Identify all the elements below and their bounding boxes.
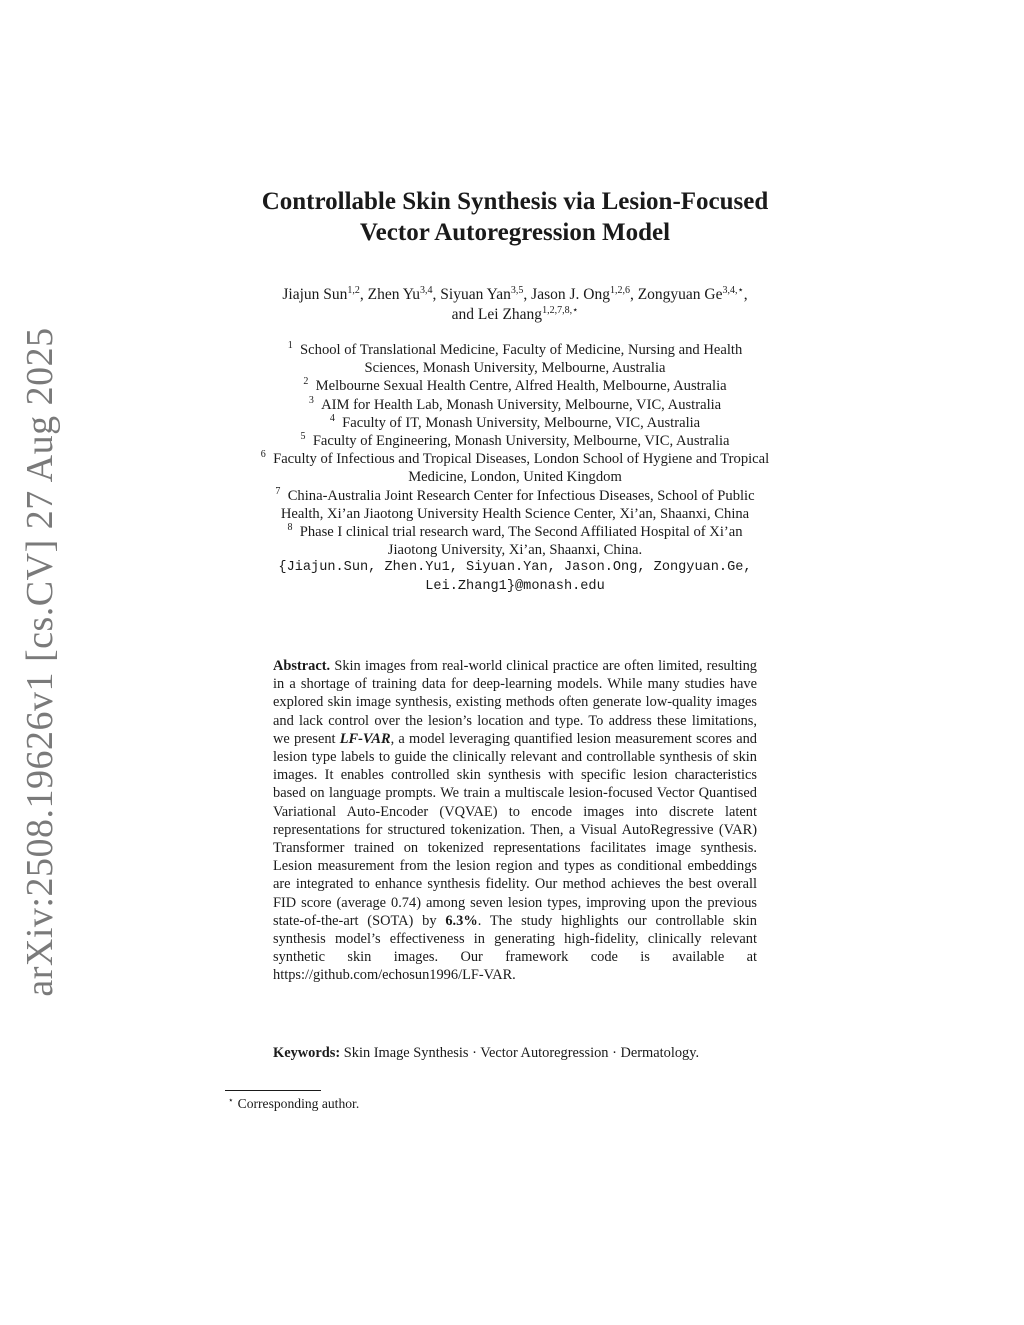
author-name: and Lei Zhang [451,306,543,323]
author-name: Jason J. Ong [531,286,610,303]
model-name: LF-VAR [339,730,391,747]
footnote-rule [225,1090,321,1091]
improvement-value: 6.3% [445,912,478,929]
affiliation-4 [160,414,870,432]
affiliation-text: Faculty of Infectious and Tropical Diseases, London School of Hygiene and Tropical [273,451,770,468]
author-affil-mark: 3,4,⋆ [722,285,744,296]
abstract-text-1: Skin images from real-world clinical practice are often limited, resulting in a shortage of training data for deep-learning models. While many studies have explored skin image synthesis, existing methods often generate low-quality images and lack control over the lesion’s location and type. To address these limitations, we present [273,658,757,747]
author-affil-mark: 1,2,7,8,⋆ [542,305,579,316]
author-separator: , [523,286,532,303]
author-name: Siyuan Yan [440,286,511,303]
affiliation-number: 5 [300,431,306,443]
affiliation-text: Phase I clinical trial research ward, The Second Affiliated Hospital of Xi’an [299,524,743,541]
author-line-1 [160,285,870,305]
author-affil-mark: 1,2 [347,285,360,296]
affiliation-text: Faculty of Engineering, Monash University, Melbourne, VIC, Australia [312,433,730,450]
author-name: Jiajun Sun [282,286,348,303]
affiliation-text: School of Translational Medicine, Faculty of Medicine, Nursing and Health [300,342,743,358]
footnote-mark: ⋆ [228,1095,234,1105]
author-line-2 [160,305,870,325]
affiliation-number: 7 [275,485,281,497]
affiliation-8-line-2: Jiaotong University, Xi’an, Shaanxi, China. [387,542,643,559]
author-affil-mark: 1,2,6 [609,285,630,296]
affiliation-7-line-1 [160,487,870,505]
keywords-label: Keywords: [273,1045,341,1061]
author-separator: , [629,286,638,303]
affiliation-text: China-Australia Joint Research Center for Infectious Diseases, School of Public [287,487,755,504]
author-affil-mark: 3,4 [420,285,433,296]
footnote [228,1095,359,1113]
affiliation-text: Melbourne Sexual Health Centre, Alfred Health, Melbourne, Australia [315,378,727,395]
title-line-1: Controllable Skin Synthesis via Lesion-Focused [261,188,769,215]
affiliation-1-line-2: Sciences, Monash University, Melbourne, Australia [364,360,666,377]
affiliation-3 [160,396,870,414]
affiliation-6-line-2: Medicine, London, United Kingdom [408,469,622,486]
author-separator: , [432,286,441,303]
keywords [273,1044,757,1062]
affiliation-number: 6 [260,449,266,461]
affiliation-7-line-2: Health, Xi’an Jiaotong University Health Science Center, Xi’an, Shaanxi, China [280,505,750,522]
affiliation-number: 8 [287,522,293,534]
email-line-1: {Jiajun.Sun, Zhen.Yu1, Siyuan.Yan, Jason.Ong, Zongyuan.Ge, [278,560,752,576]
affiliation-2 [160,377,870,395]
author-name: Zongyuan Ge [637,286,723,303]
title-line-2: Vector Autoregression Model [359,219,671,246]
abstract-label: Abstract. [273,658,331,674]
author-list [160,285,870,325]
affiliation-number: 4 [329,412,335,424]
affiliation-6-line-1 [160,450,870,468]
affiliation-1-line-1 [160,341,870,359]
affiliation-text: Faculty of IT, Monash University, Melbourne, VIC, Australia [342,414,701,431]
arxiv-identifier: arXiv:2508.19626v1 [cs.CV] 27 Aug 2025 [19,327,61,997]
affiliation-number: 3 [308,394,314,406]
author-affil-mark: 3,5 [510,285,524,296]
footnote-text: Corresponding author. [237,1096,360,1111]
author-separator: , [359,286,368,303]
affiliation-5 [160,432,870,450]
keywords-text: Skin Image Synthesis · Vector Autoregression · Dermatology. [340,1045,700,1061]
affiliation-number: 1 [287,340,293,351]
affiliation-list [160,341,870,596]
affiliation-text: AIM for Health Lab, Monash University, Melbourne, VIC, Australia [321,396,722,413]
author-separator: , [743,286,748,303]
email-line-2: Lei.Zhang1}@monash.edu [425,578,605,594]
author-name: Zhen Yu [367,286,421,303]
paper-title [160,186,870,248]
affiliation-number: 2 [303,376,309,388]
abstract-text-3: . The study highlights our controllable skin synthesis model’s effectiveness in generating high-fidelity, clinically relevant synthetic skin images. Our framework code is available at https://github.com/echosun1996/LF-VAR. [273,912,757,984]
abstract-text-2: , a model leveraging quantified lesion measurement scores and lesion type labels to guide the clinically relevant and controllable synthesis of skin images. It enables controlled skin synthesis with specific lesion characteristics based on language prompts. We train a multiscale lesion-focused Vector Quantised Variational Auto-Encoder (VQVAE) to encode images into discrete latent representations for structured tokenization. Then, a Visual AutoRegressive (VAR) Transformer trained on tokenized representations facilitates image synthesis. Lesion measurement from the lesion region and types as conditional embeddings are integrated to enhance synthesis fidelity. Our method achieves the best overall FID score (average 0.74) among seven lesion types, improving upon the previous state-of-the-art (SOTA) by [273,730,757,929]
abstract [273,657,757,985]
affiliation-8-line-1 [160,523,870,541]
